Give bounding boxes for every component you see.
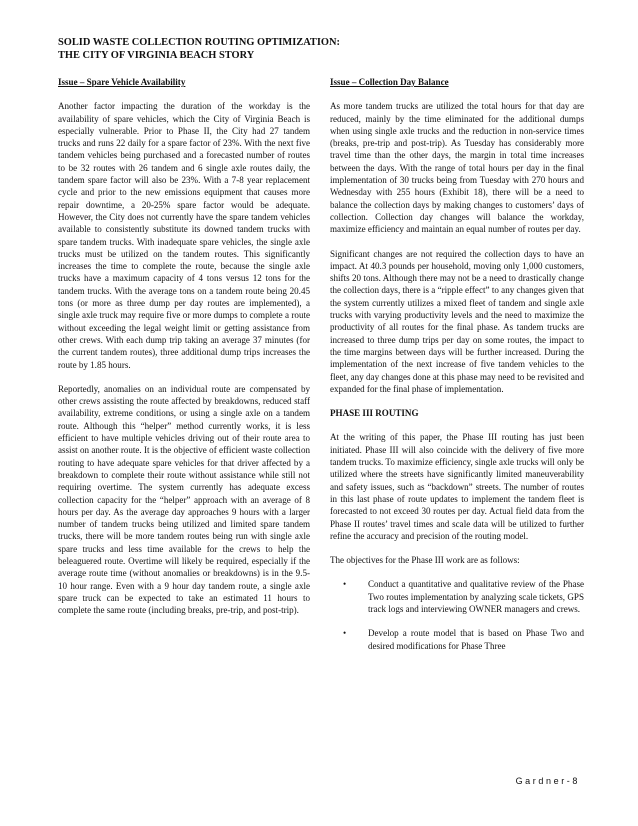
collection-day-paragraph-1: As more tandem trucks are utilized the total hours for that day are reduced, mainly by the time eliminated for the additional dumps when using single axle trucks and the reduction in non-service times (breaks, pre-trip and post-trip). As Tuesday has considerably more travel time than the other days, the margin in total time increases between the days. With the range of total hours per day in the final implementation of 30 trucks being from Tuesday with 270 hours and Wednesday with 255 hours (Exhibit 18), there will be a need to balance the collection days by making changes to customers’ days of collection. Collection day changes will balance the workday, maximize efficiency and maintain an equal number of routes per day. bbox=[330, 101, 584, 235]
spare-vehicle-paragraph-1: Another factor impacting the duration of the workday is the availability of spare vehicles, which the City of Virginia Beach is especially vulnerable. Prior to Phase II, the City had 27 tandem trucks and runs 22 daily for a spare factor of 23%. With the next five tandem vehicles being purchased and a forecasted number of routes to be 32 routes with 26 tandem and 6 single axle routes daily, the tandem spare factor will also be 23%. With a 7-8 year replacement cycle and prior to the new emissions equipment that causes more repair downtime, a 20-25% spare factor would be adequate. However, the City does not currently have the spare tandem vehicles available to consistently substitute its downed tandem trucks with spare tandem trucks. With inadequate spare vehicles, the single axle trucks must be utilized on the tandem routes. This significantly increases the time to complete the route, because the single axle trucks have a maximum capacity of 4 tons versus 12 tons for the tandem trucks. With the average tons on a tandem route being 20.45 tons (or more as three dump per day routes are implemented), a single axle truck may require five or more dumps to complete a route without exceeding the legal weight limit or getting assistance from other crews. With each dump trip taking an average 37 minutes (for the current tandem routes), three additional dump trips increases the route by 1.85 hours. bbox=[58, 101, 310, 370]
objectives-list bbox=[330, 578, 584, 651]
title-line-1: SOLID WASTE COLLECTION ROUTING OPTIMIZATION: bbox=[58, 37, 340, 48]
phase-three-paragraph-1: At the writing of this paper, the Phase III routing has just been initiated. Phase III will also coincide with the delivery of five more tandem trucks. To maximize efficiency, single axle trucks will only be utilized where the streets have significantly limited maneuverability and safety issues, such as “backdown” streets. The number of routes in this last phase of route updates to implement the tandem fleet is forecasted to not exceed 30 routes per day. Actual field data from the Phase II routes’ travel times and scale data will be utilized to further refine the accuracy and precision of the routing model. bbox=[330, 432, 584, 541]
spare-vehicle-heading: Issue – Spare Vehicle Availability bbox=[58, 77, 186, 87]
title-line-2: THE CITY OF VIRGINIA BEACH STORY bbox=[58, 50, 255, 61]
objective-text: Conduct a quantitative and qualitative review of the Phase Two routes implementation by analyzing scale tickets, GPS track logs and interviewing OWNER managers and crews. bbox=[368, 579, 584, 614]
collection-day-paragraph-2: Significant changes are not required the collection days to have an impact. At 40.3 pounds per household, moving only 1,000 customers, shifts 20 tons. Although there may not be a need to drastically change the collection days, there is a “ripple effect” to any changes given that the system currently utilizes a mixed fleet of tandem and single axle trucks with varying productivity levels and the need to maximize the productivity of all routes for the final phase. As tandem trucks are increased to three dump trips per day on some routes, the impact to the time margins between days will be further increased. During the implementation of the next increase of five tandem vehicles to the fleet, any day changes done at this phase may need to be revisited and expanded for the final phase of implementation. bbox=[330, 248, 584, 394]
spare-vehicle-paragraph-2: Reportedly, anomalies on an individual route are compensated by other crews assisting the route affected by breakdowns, reduced staff availability, extreme conditions, or using a single axle on a tandem route. Although this “helper” method currently works, it is less efficient to have multiple vehicles driving out of their route area to assist on another route. It is the objective of efficient waste collection routing to have adequate spare vehicles for that driver affected by a breakdown to complete their route without assistance while still not requiring overtime. The system currently has adequate excess collection capacity for the “helper” approach with an average of 8 hours per day. As the average day approaches 9 hours with a larger number of tandem trucks being utilized and limited spare tandem trucks, there will be more tandem routes being run with single axle spare trucks and less time available for the crews to help the beleaguered route. Overtime will likely be required, especially if the average route time (without anomalies or breakdowns) is in the 9.5-10 hour range. Even with a 9 hour day tandem route, a single axle spare truck can be expected to take an estimated 11 hours to complete the same route (including breaks, pre-trip, and post-trip). bbox=[58, 383, 310, 616]
phase-three-heading: PHASE III ROUTING bbox=[330, 408, 419, 419]
objective-item bbox=[330, 578, 584, 615]
bullet-icon: • bbox=[343, 579, 347, 590]
page-footer: Gardner-8 bbox=[515, 776, 580, 786]
objective-item bbox=[330, 627, 584, 652]
right-column bbox=[330, 76, 584, 664]
document-title bbox=[58, 36, 588, 62]
bullet-icon: • bbox=[343, 628, 347, 639]
left-column bbox=[58, 76, 310, 628]
phase-three-objectives-intro: The objectives for the Phase III work are as follows: bbox=[330, 555, 520, 566]
collection-day-heading: Issue – Collection Day Balance bbox=[330, 77, 449, 87]
objective-text: Develop a route model that is based on Phase Two and desired modifications for Phase Three bbox=[368, 628, 584, 651]
